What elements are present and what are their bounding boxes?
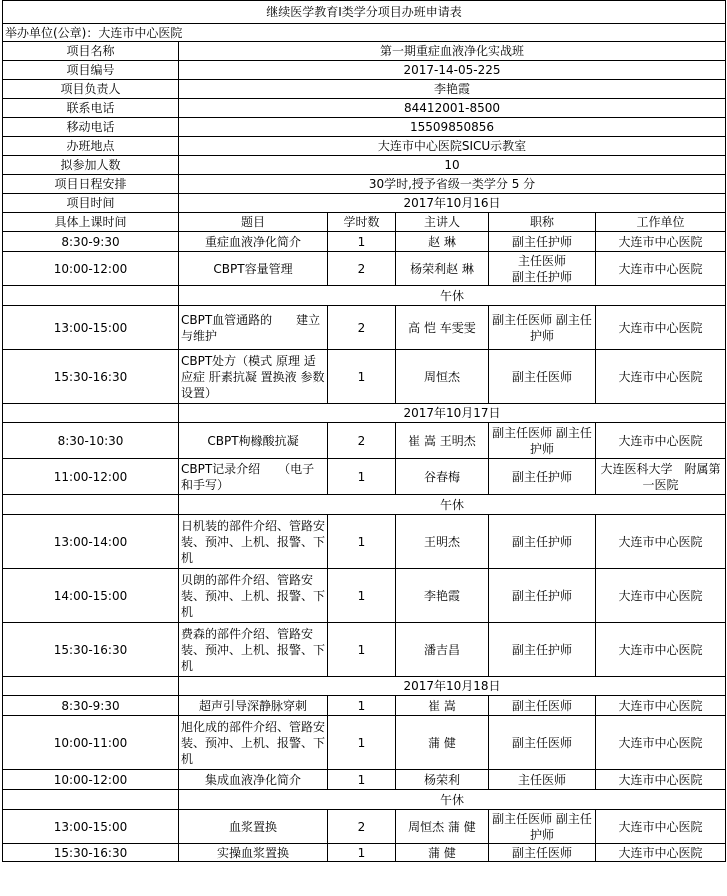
lunch-break-row (3, 286, 726, 306)
session-topic: CBPT容量管理 (179, 252, 328, 286)
session-row (3, 623, 726, 677)
session-hours: 1 (328, 350, 396, 404)
info-label: 移动电话 (3, 118, 179, 137)
session-row (3, 696, 726, 716)
session-time: 13:00-14:00 (3, 515, 179, 569)
session-topic: 重症血液净化简介 (179, 232, 328, 252)
session-rank: 副主任医师 (489, 716, 596, 770)
info-value: 30学时,授予省级一类学分 5 分 (179, 175, 726, 194)
session-speaker: 王明杰 (396, 515, 489, 569)
info-value: 15509850856 (179, 118, 726, 137)
info-value: 大连市中心医院SICU示教室 (179, 137, 726, 156)
session-time: 13:00-15:00 (3, 306, 179, 350)
session-row (3, 515, 726, 569)
session-speaker: 蒲 健 (396, 844, 489, 862)
session-hours: 1 (328, 770, 396, 790)
info-label: 项目时间 (3, 194, 179, 213)
info-value: 84412001-8500 (179, 99, 726, 118)
info-row (3, 175, 726, 194)
session-rank: 副主任护师 (489, 232, 596, 252)
session-topic: 贝朗的部件介绍、管路安装、预冲、上机、报警、下机 (179, 569, 328, 623)
lunch-break-row (3, 790, 726, 810)
session-rank: 主任医师 (489, 770, 596, 790)
session-time: 15:30-16:30 (3, 844, 179, 862)
session-topic: CBPT枸橼酸抗凝 (179, 423, 328, 459)
date-row (3, 677, 726, 696)
session-time: 10:00-11:00 (3, 716, 179, 770)
session-unit: 大连市中心医院 (596, 569, 726, 623)
session-rank: 副主任医师 副主任护师 (489, 423, 596, 459)
session-unit: 大连市中心医院 (596, 716, 726, 770)
session-unit: 大连市中心医院 (596, 350, 726, 404)
session-speaker: 蒲 健 (396, 716, 489, 770)
blank-cell (3, 286, 179, 306)
info-label: 项目负责人 (3, 80, 179, 99)
info-row (3, 156, 726, 175)
info-label: 联系电话 (3, 99, 179, 118)
session-rank: 副主任护师 (489, 623, 596, 677)
session-unit: 大连市中心医院 (596, 423, 726, 459)
session-rank: 副主任医师 (489, 696, 596, 716)
column-header: 具体上课时间 (3, 213, 179, 232)
column-header: 题目 (179, 213, 328, 232)
session-speaker: 赵 琳 (396, 232, 489, 252)
lunch-break: 午休 (179, 495, 726, 515)
session-unit: 大连市中心医院 (596, 844, 726, 862)
session-hours: 1 (328, 696, 396, 716)
column-header: 工作单位 (596, 213, 726, 232)
session-time: 15:30-16:30 (3, 623, 179, 677)
column-header: 主讲人 (396, 213, 489, 232)
session-row (3, 716, 726, 770)
session-rank: 主任医师 副主任护师 (489, 252, 596, 286)
lunch-break-row (3, 495, 726, 515)
session-unit: 大连市中心医院 (596, 810, 726, 844)
session-rank: 副主任护师 (489, 459, 596, 495)
info-value: 10 (179, 156, 726, 175)
info-value: 2017-14-05-225 (179, 61, 726, 80)
session-topic: 费森的部件介绍、管路安装、预冲、上机、报警、下机 (179, 623, 328, 677)
session-rank: 副主任护师 (489, 569, 596, 623)
blank-cell (3, 404, 179, 423)
schedule-header-row (3, 213, 726, 232)
session-speaker: 谷春梅 (396, 459, 489, 495)
session-topic: 集成血液净化简介 (179, 770, 328, 790)
blank-cell (3, 790, 179, 810)
session-row (3, 423, 726, 459)
date-row (3, 404, 726, 423)
blank-cell (3, 495, 179, 515)
form-title: 继续医学教育I类学分项目办班申请表 (3, 1, 726, 24)
info-value: 第一期重症血液净化实战班 (179, 42, 726, 61)
session-hours: 1 (328, 515, 396, 569)
info-row (3, 118, 726, 137)
info-value: 2017年10月16日 (179, 194, 726, 213)
session-unit: 大连市中心医院 (596, 770, 726, 790)
lunch-break: 午休 (179, 286, 726, 306)
session-hours: 2 (328, 252, 396, 286)
session-date: 2017年10月17日 (179, 404, 726, 423)
session-time: 13:00-15:00 (3, 810, 179, 844)
info-row (3, 42, 726, 61)
info-row (3, 137, 726, 156)
session-speaker: 潘吉昌 (396, 623, 489, 677)
column-header: 学时数 (328, 213, 396, 232)
session-row (3, 810, 726, 844)
session-hours: 2 (328, 810, 396, 844)
session-speaker: 周恒杰 蒲 健 (396, 810, 489, 844)
session-row (3, 306, 726, 350)
session-row (3, 252, 726, 286)
session-speaker: 周恒杰 (396, 350, 489, 404)
session-topic: CBPT处方（模式 原理 适应症 肝素抗凝 置换液 参数设置） (179, 350, 328, 404)
blank-cell (3, 677, 179, 696)
application-form-table (2, 0, 726, 862)
session-topic: 血浆置换 (179, 810, 328, 844)
session-unit: 大连市中心医院 (596, 232, 726, 252)
info-row (3, 61, 726, 80)
session-time: 10:00-12:00 (3, 252, 179, 286)
info-label: 项目日程安排 (3, 175, 179, 194)
session-unit: 大连市中心医院 (596, 252, 726, 286)
session-row (3, 350, 726, 404)
session-topic: CBPT血管通路的 建立与维护 (179, 306, 328, 350)
info-label: 项目名称 (3, 42, 179, 61)
session-speaker: 崔 嵩 王明杰 (396, 423, 489, 459)
session-topic: 日机装的部件介绍、管路安装、预冲、上机、报警、下机 (179, 515, 328, 569)
session-speaker: 高 恺 车雯雯 (396, 306, 489, 350)
session-time: 11:00-12:00 (3, 459, 179, 495)
session-speaker: 李艳霞 (396, 569, 489, 623)
session-date: 2017年10月18日 (179, 677, 726, 696)
session-hours: 1 (328, 844, 396, 862)
organizer: 举办单位(公章)：大连市中心医院 (3, 24, 726, 42)
session-unit: 大连市中心医院 (596, 623, 726, 677)
session-row (3, 844, 726, 862)
session-time: 10:00-12:00 (3, 770, 179, 790)
session-topic: 实操血浆置换 (179, 844, 328, 862)
session-time: 14:00-15:00 (3, 569, 179, 623)
session-rank: 副主任医师 副主任护师 (489, 306, 596, 350)
session-rank: 副主任护师 (489, 515, 596, 569)
session-hours: 1 (328, 623, 396, 677)
session-speaker: 杨荣利赵 琳 (396, 252, 489, 286)
session-rank: 副主任医师 (489, 844, 596, 862)
session-hours: 1 (328, 459, 396, 495)
session-time: 8:30-10:30 (3, 423, 179, 459)
session-hours: 1 (328, 716, 396, 770)
session-hours: 2 (328, 306, 396, 350)
session-row (3, 569, 726, 623)
session-row (3, 459, 726, 495)
info-row (3, 99, 726, 118)
info-label: 拟参加人数 (3, 156, 179, 175)
session-time: 8:30-9:30 (3, 696, 179, 716)
info-label: 项目编号 (3, 61, 179, 80)
session-unit: 大连市中心医院 (596, 515, 726, 569)
session-topic: 旭化成的部件介绍、管路安装、预冲、上机、报警、下机 (179, 716, 328, 770)
session-hours: 2 (328, 423, 396, 459)
column-header: 职称 (489, 213, 596, 232)
session-time: 15:30-16:30 (3, 350, 179, 404)
session-unit: 大连市中心医院 (596, 696, 726, 716)
session-topic: 超声引导深静脉穿刺 (179, 696, 328, 716)
session-row (3, 232, 726, 252)
session-hours: 1 (328, 232, 396, 252)
session-unit: 大连市中心医院 (596, 306, 726, 350)
session-rank: 副主任医师 副主任护师 (489, 810, 596, 844)
info-row (3, 194, 726, 213)
lunch-break: 午休 (179, 790, 726, 810)
session-row (3, 770, 726, 790)
info-label: 办班地点 (3, 137, 179, 156)
session-unit: 大连医科大学 附属第一医院 (596, 459, 726, 495)
session-time: 8:30-9:30 (3, 232, 179, 252)
session-topic: CBPT记录介绍 （电子和手写） (179, 459, 328, 495)
info-row (3, 80, 726, 99)
session-speaker: 崔 嵩 (396, 696, 489, 716)
session-rank: 副主任医师 (489, 350, 596, 404)
session-speaker: 杨荣利 (396, 770, 489, 790)
info-value: 李艳霞 (179, 80, 726, 99)
session-hours: 1 (328, 569, 396, 623)
